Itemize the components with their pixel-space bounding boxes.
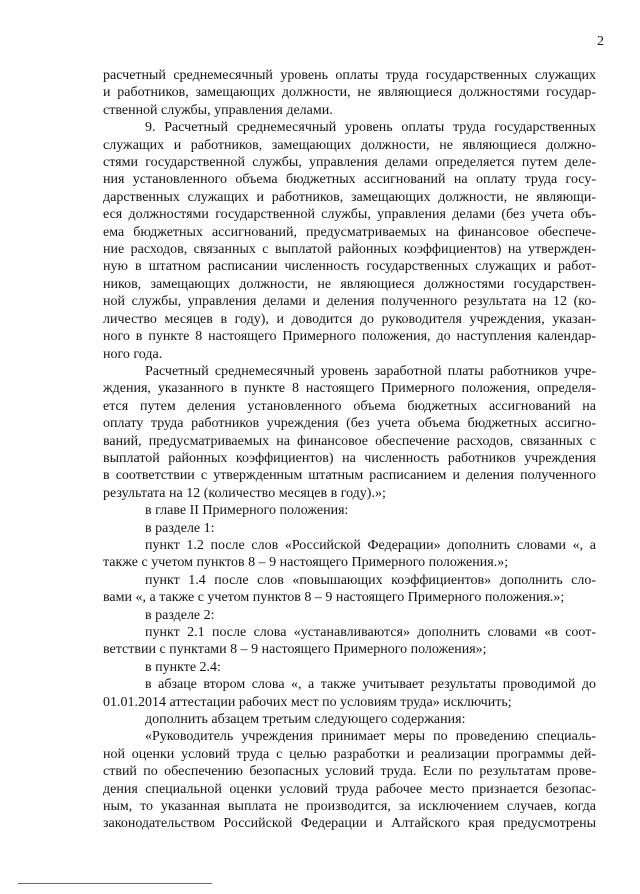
- text-line: стями государственной службы, управления делами определяется путем деле-: [103, 155, 596, 171]
- text-line: ствий по обеспечению безопасных условий труда. Если по результатам прове-: [103, 764, 596, 780]
- text-line: в пункте 2.4:: [145, 659, 221, 675]
- text-line: ного в пункте 8 настоящего Примерного положения, до наступления календар-: [103, 329, 596, 345]
- text-line: еся должностями государственной службы, управления делами (без учета объ-: [103, 207, 596, 223]
- text-line: ную в штатном расписании численность государственных служащих и работ-: [103, 259, 596, 275]
- text-line: ния установленного объема бюджетных ассигнований на оплату труда госу-: [103, 172, 596, 188]
- text-line: дарственных служащих и работников, замещающих должности, не являющи-: [103, 189, 596, 205]
- text-line: дополнить абзацем третьим следующего содержания:: [145, 712, 466, 728]
- text-line: в соответствии с утвержденным штатным расписанием и деления полученного: [103, 468, 596, 484]
- text-line: ственной службы, управления делами.: [103, 102, 333, 118]
- text-line: в разделе 2:: [145, 607, 215, 623]
- text-line: в абзаце втором слова «, а также учитывает результаты проводимой до: [145, 677, 596, 693]
- text-line: 9. Расчетный среднемесячный уровень оплаты труда государственных: [145, 120, 596, 136]
- text-line: в главе II Примерного положения:: [145, 503, 349, 519]
- text-line: законодательством Российской Федерации и Алтайского края предусмотрены: [103, 816, 596, 832]
- text-line: пункт 1.2 после слов «Российской Федерации» дополнить словами «, а: [145, 537, 596, 553]
- text-line: служащих и работников, замещающих должности, не являющиеся должно-: [103, 137, 596, 153]
- text-line: ного года.: [103, 346, 163, 362]
- text-line: Расчетный среднемесячный уровень заработной платы работников учре-: [145, 363, 596, 379]
- text-line: ние расходов, связанных с выплатой районных коэффициентов) на утвержден-: [103, 242, 596, 258]
- text-line: и работников, замещающих должности, не являющиеся должностями государ-: [103, 85, 596, 101]
- text-line: пункт 2.1 после слова «устанавливаются» дополнить словами «в соот-: [145, 625, 596, 640]
- text-line: также с учетом пунктов 8 – 9 настоящего Примерного положения.»;: [103, 555, 509, 571]
- text-line: расчетный среднемесячный уровень оплаты труда государственных служащих: [103, 68, 596, 83]
- text-line: ников, замещающих должности, не являющиеся должностями государствен-: [103, 276, 596, 292]
- text-line: пункт 1.4 после слов «повышающих коэффициентов» дополнить сло-: [145, 572, 596, 588]
- text-line: «Руководитель учреждения принимает меры по проведению специаль-: [145, 729, 596, 745]
- footer-rule: [18, 883, 212, 884]
- text-line: ной службы, управления делами и деления полученного результата на 12 (ко-: [103, 294, 596, 310]
- text-line: дения специальной оценки условий труда рабочее место признается безопас-: [103, 781, 596, 797]
- text-line: выплатой районных коэффициентов) на численность работников учреждения: [103, 450, 596, 466]
- text-line: вами «, а также с учетом пунктов 8 – 9 настоящего Примерного положения.»;: [103, 590, 565, 606]
- text-line: ветствии с пунктами 8 – 9 настоящего Примерного положения»;: [103, 642, 487, 658]
- page-number: 2: [597, 34, 604, 49]
- text-line: ной оценки условий труда с целью разработки и реализации программы дей-: [103, 746, 596, 762]
- document-body: [103, 67, 596, 833]
- text-line: ным, то указанная выплата не производится, за исключением случаев, когда: [103, 799, 596, 815]
- text-line: личество месяцев в году), и доводится до руководителя учреждения, указан-: [103, 311, 596, 327]
- text-line: ема бюджетных ассигнований, предусматриваемых на финансовое обеспече-: [103, 224, 596, 240]
- text-line: оплату труда работников учреждения (без учета объема бюджетных ассигно-: [103, 416, 596, 432]
- text-line: ваний, предусматриваемых на финансовое обеспечение расходов, связанных с: [103, 433, 596, 449]
- text-line: результата на 12 (количество месяцев в году).»;: [103, 485, 386, 501]
- text-line: 01.01.2014 аттестации рабочих мест по условиям труда» исключить;: [103, 694, 512, 710]
- text-line: ется путем деления установленного объема бюджетных ассигнований на: [103, 398, 596, 414]
- text-line: в разделе 1:: [145, 520, 215, 536]
- text-line: ждения, указанного в пункте 8 настоящего Примерного положения, определя-: [103, 381, 596, 397]
